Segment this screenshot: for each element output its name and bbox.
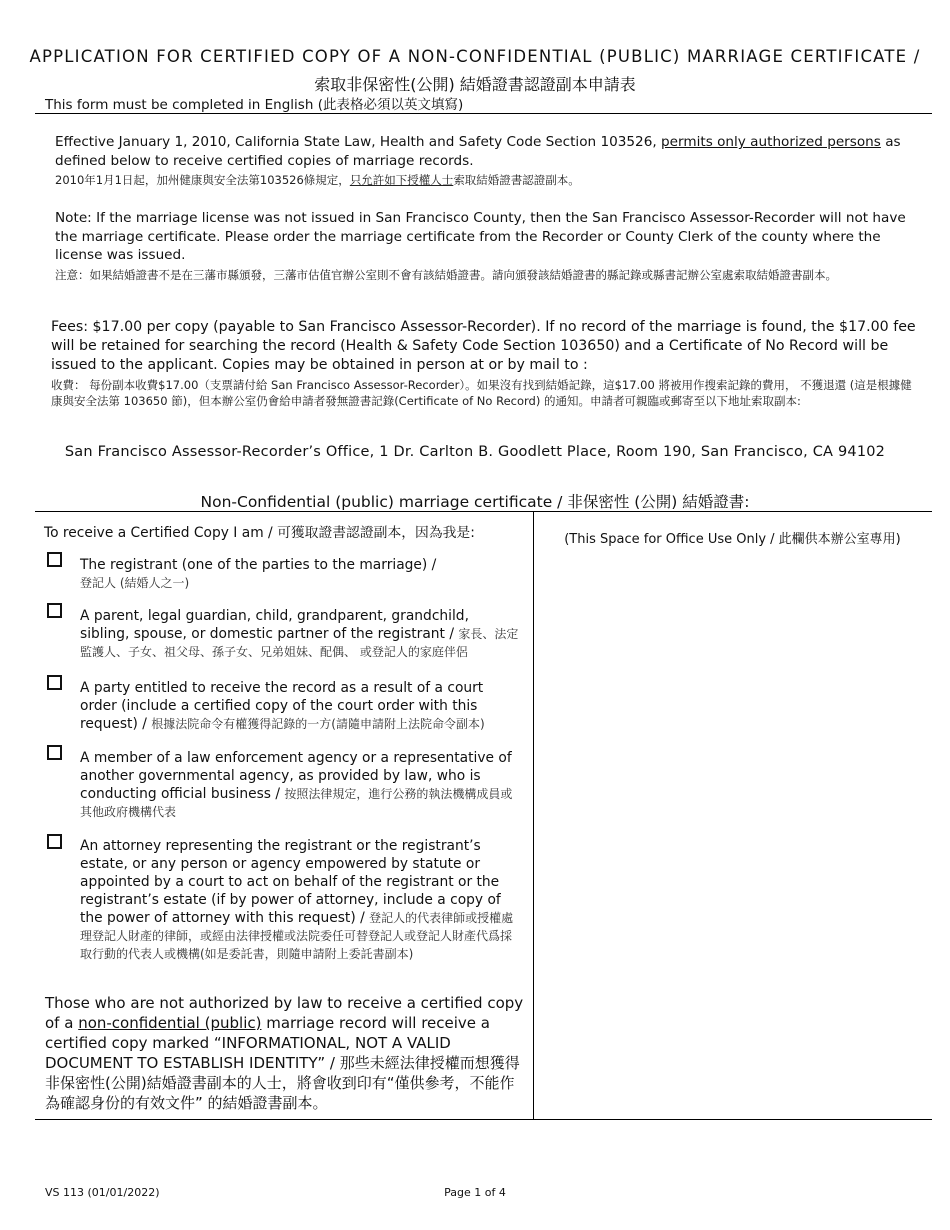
table-column-divider [533,511,534,1120]
option-text-zh: 登記人的代表律師或授權處理登記人財產的律師，或經由法律授權或法院委任可替登記人或登記人財產代爲採取行動的代表人或機構(如是委託書，則隨申請附上委託書副本) [80,911,514,961]
option-text-en: A party entitled to receive the record as a result of a court order (include a certified copy of the court order with this request) / [80,680,484,732]
fees-paragraph-chinese: 收費： 每份副本收費$17.00（支票請付給 San Francisco Assessor-Recorder）。如果沒有找到結婚記錄，這$17.00 將被用作搜索記錄的費用， 不獲退還 (這是根據健康與安全法第 103650 節)，但本辦公室仍會給申請者發無證書記錄(Certificate of No Record) 的通知。申請者可親臨或郵寄至以下地址索取副本: [51,378,912,408]
page-number: Page 1 of 4 [444,1186,506,1199]
option-attorney [80,837,520,963]
law-zh-underlined: 只允許如下授權人士 [349,173,454,187]
option-family-member [80,607,520,661]
option-text-zh: 家長、法定監護人、子女、祖父母、孫子女、兄弟姐妹、配偶、 或登記人的家庭伴侶 [80,627,519,659]
note-paragraph-english: Note: If the marriage license was not issued in San Francisco County, then the San Francisco Assessor-Recorder will not have the marriage certificate. Please order the marriage certificate from the Recorder or County Clerk of the county where the license was issued. [55,210,906,263]
checkbox-law-enforcement[interactable] [47,745,62,760]
table-bottom-border [35,1119,932,1120]
english-requirement-note: This form must be completed in English (此表格必須以英文填寫) [45,97,464,113]
fees-paragraph-english: Fees: $17.00 per copy (payable to San Francisco Assessor-Recorder). If no record of the marriage is found, the $17.00 fee will be retained for searching the record (Health & Safety Code Section 103650) and a Certificate of No Record will be issued to the applicant. Copies may be obtained in person at or by mail to : [51,319,916,373]
law-paragraph-chinese [55,172,917,188]
law-text-underlined: permits only authorized persons [661,134,881,150]
option-court-order [80,679,520,733]
option-law-enforcement [80,749,520,821]
notice-text-underlined: non-confidential (public) [78,1014,262,1032]
option-text-en: An attorney representing the registrant or the registrant’s estate, or any person or agency empowered by statute or appointed by a court to act on behalf of the registrant or the registrant’s estate (if by power of attorney, include a copy of the power of attorney with this request) / [80,838,501,926]
checkbox-registrant[interactable] [47,552,62,567]
option-text-en: The registrant (one of the parties to the marriage) / [80,557,437,573]
checkbox-family-member[interactable] [47,603,62,618]
option-registrant [80,556,520,592]
notice-text-post: marriage record will receive a certified copy marked “INFORMATIONAL, NOT A VALID DOCUMENT TO ESTABLISH IDENTITY” / 那些未經法律授權而想獲得非保密性(公開)結婚證書副本的人士，將會收到印有“僅供參考，不能作為確認身份的有效文件” 的結婚證書副本。 [45,1014,520,1112]
table-top-border [35,511,932,512]
receive-label: To receive a Certified Copy I am / 可獲取證書認證副本，因為我是: [44,525,475,541]
option-text-zh: 根據法院命令有權獲得記錄的一方(請隨申請附上法院命令副本) [151,717,485,731]
checkbox-court-order[interactable] [47,675,62,690]
form-title-english: APPLICATION FOR CERTIFIED COPY OF A NON-CONFIDENTIAL (PUBLIC) MARRIAGE CERTIFICATE / [29,47,921,66]
office-address: San Francisco Assessor-Recorder’s Office, 1 Dr. Carlton B. Goodlett Place, Room 190, San Francisco, CA 94102 [64,444,886,460]
form-id: VS 113 (01/01/2022) [45,1186,160,1199]
checkbox-attorney[interactable] [47,834,62,849]
option-text-en: A parent, legal guardian, child, grandparent, grandchild, sibling, spouse, or domestic partner of the registrant / [80,608,469,642]
unauthorized-notice [45,993,525,1113]
law-paragraph-english [55,133,917,170]
notice-text-pre: Those who are not authorized by law to receive a certified copy of a [45,994,524,1032]
law-text-pre: Effective January 1, 2010, California State Law, Health and Safety Code Section 103526, [55,134,657,150]
office-use-label: (This Space for Office Use Only / 此欄供本辦公室專用) [564,532,901,547]
law-text-post: as defined below to receive certified copies of marriage records. [55,134,901,169]
option-text-zh: 按照法律規定，進行公務的執法機構成員或其他政府機構代表 [80,787,513,819]
option-text-zh: 登記人 (結婚人之一) [80,576,190,590]
note-paragraph-chinese: 注意：如果結婚證書不是在三藩市縣頒發，三藩市估值官辦公室則不會有該結婚證書。請向頒發該結婚證書的縣記錄或縣書記辦公室處索取結婚證書副本。 [55,268,837,282]
header-divider [35,113,932,114]
law-zh-pre: 2010年1月1日起，加州健康與安全法第103526條規定， [55,173,350,187]
law-zh-post: 索取結婚證書認證副本。 [453,173,580,187]
form-title-chinese: 索取非保密性(公開) 結婚證書認證副本申請表 [314,75,636,94]
option-text-en: A member of a law enforcement agency or a representative of another governmental agency, as provided by law, who is conducting official business / [80,750,512,802]
section-title: Non-Confidential (public) marriage certificate / 非保密性 (公開) 結婚證書: [200,493,750,511]
